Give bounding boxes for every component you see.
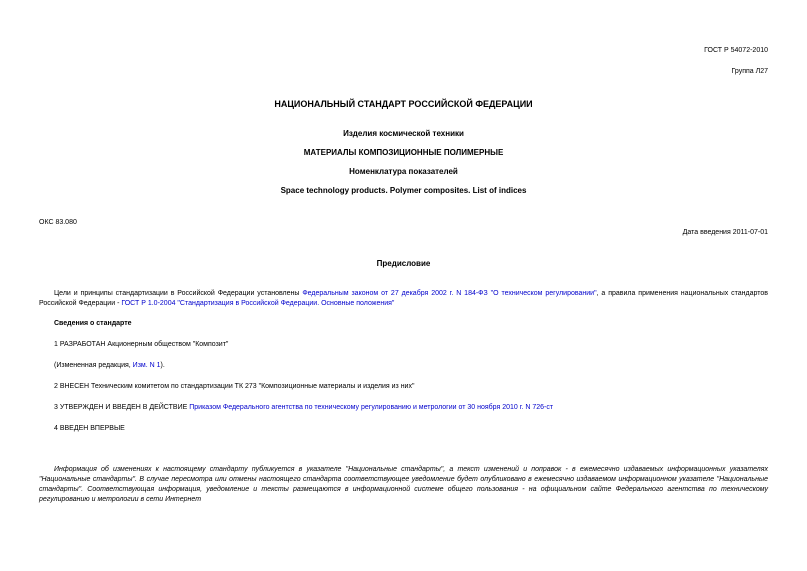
order-link[interactable]: Приказом Федерального агентства по техническому регулированию и метрологии от 30 ноября 2010 г. N 726-ст	[189, 404, 554, 411]
subtitle-products: Изделия космической техники	[343, 129, 464, 138]
item-1-developed: 1 РАЗРАБОТАН Акционерным обществом "Композит"	[54, 341, 229, 348]
gost-number: ГОСТ Р 54072-2010	[704, 47, 768, 54]
standard-type-title: НАЦИОНАЛЬНЫЙ СТАНДАРТ РОССИЙСКОЙ ФЕДЕРАЦИИ	[274, 99, 533, 109]
notice-paragraph: Информация об изменениях к настоящему стандарту публикуется в указателе "Национальные стандарты", а текст изменений и поправок - в ежемесячно издаваемых информационных указателях "Национальные стандарты". В случае пересмотра или отмены настоящего стандарта соответствующее уведомление будет опубликовано в ежемесячно издаваемом информационном указателе "Национальные стандарты". Соответствующая информация, уведомление и тексты размещаются в информационной системе общего пользования - на официальном сайте Федерального агентства по техническому регулированию и метрологии в сети Интернет	[39, 466, 768, 503]
standard-info-heading: Сведения о стандарте	[54, 320, 132, 327]
subtitle-materials: МАТЕРИАЛЫ КОМПОЗИЦИОННЫЕ ПОЛИМЕРНЫЕ	[303, 148, 504, 157]
intro-date: Дата введения 2011-07-01	[682, 229, 768, 236]
subtitle-nomenclature: Номенклатура показателей	[349, 167, 458, 176]
amendment-1-link[interactable]: Изм. N 1	[132, 362, 161, 369]
note-text-a: (Измененная редакция,	[54, 362, 133, 369]
item-1-note	[54, 361, 165, 371]
item-3-approved	[54, 403, 553, 413]
note-text-b: ).	[160, 362, 165, 369]
federal-law-link[interactable]: Федеральным законом от 27 декабря 2002 г. N 184-ФЗ "О техническом регулировании"	[302, 290, 597, 297]
group-code: Группа Л27	[731, 68, 768, 75]
foreword-text-b: , а правила применения национальных стандартов Российской Федерации -	[39, 290, 768, 307]
item-2-introduced: 2 ВНЕСЕН Техническим комитетом по стандартизации ТК 273 "Композиционные материалы и изделия из них"	[54, 383, 415, 390]
item-4-first: 4 ВВЕДЕН ВПЕРВЫЕ	[54, 425, 125, 432]
item-3-text: 3 УТВЕРЖДЕН И ВВЕДЕН В ДЕЙСТВИЕ	[54, 404, 190, 411]
gost-r-1-0-link[interactable]: ГОСТ Р 1.0-2004 "Стандартизация в Российской Федерации. Основные положения"	[121, 300, 395, 307]
foreword-text-a: Цели и принципы стандартизации в Российской Федерации установлены	[54, 290, 303, 297]
english-title: Space technology products. Polymer composites. List of indices	[280, 186, 527, 195]
oks-code: ОКС 83.080	[39, 219, 77, 226]
foreword-heading: Предисловие	[376, 259, 431, 268]
foreword-paragraph	[39, 289, 768, 309]
